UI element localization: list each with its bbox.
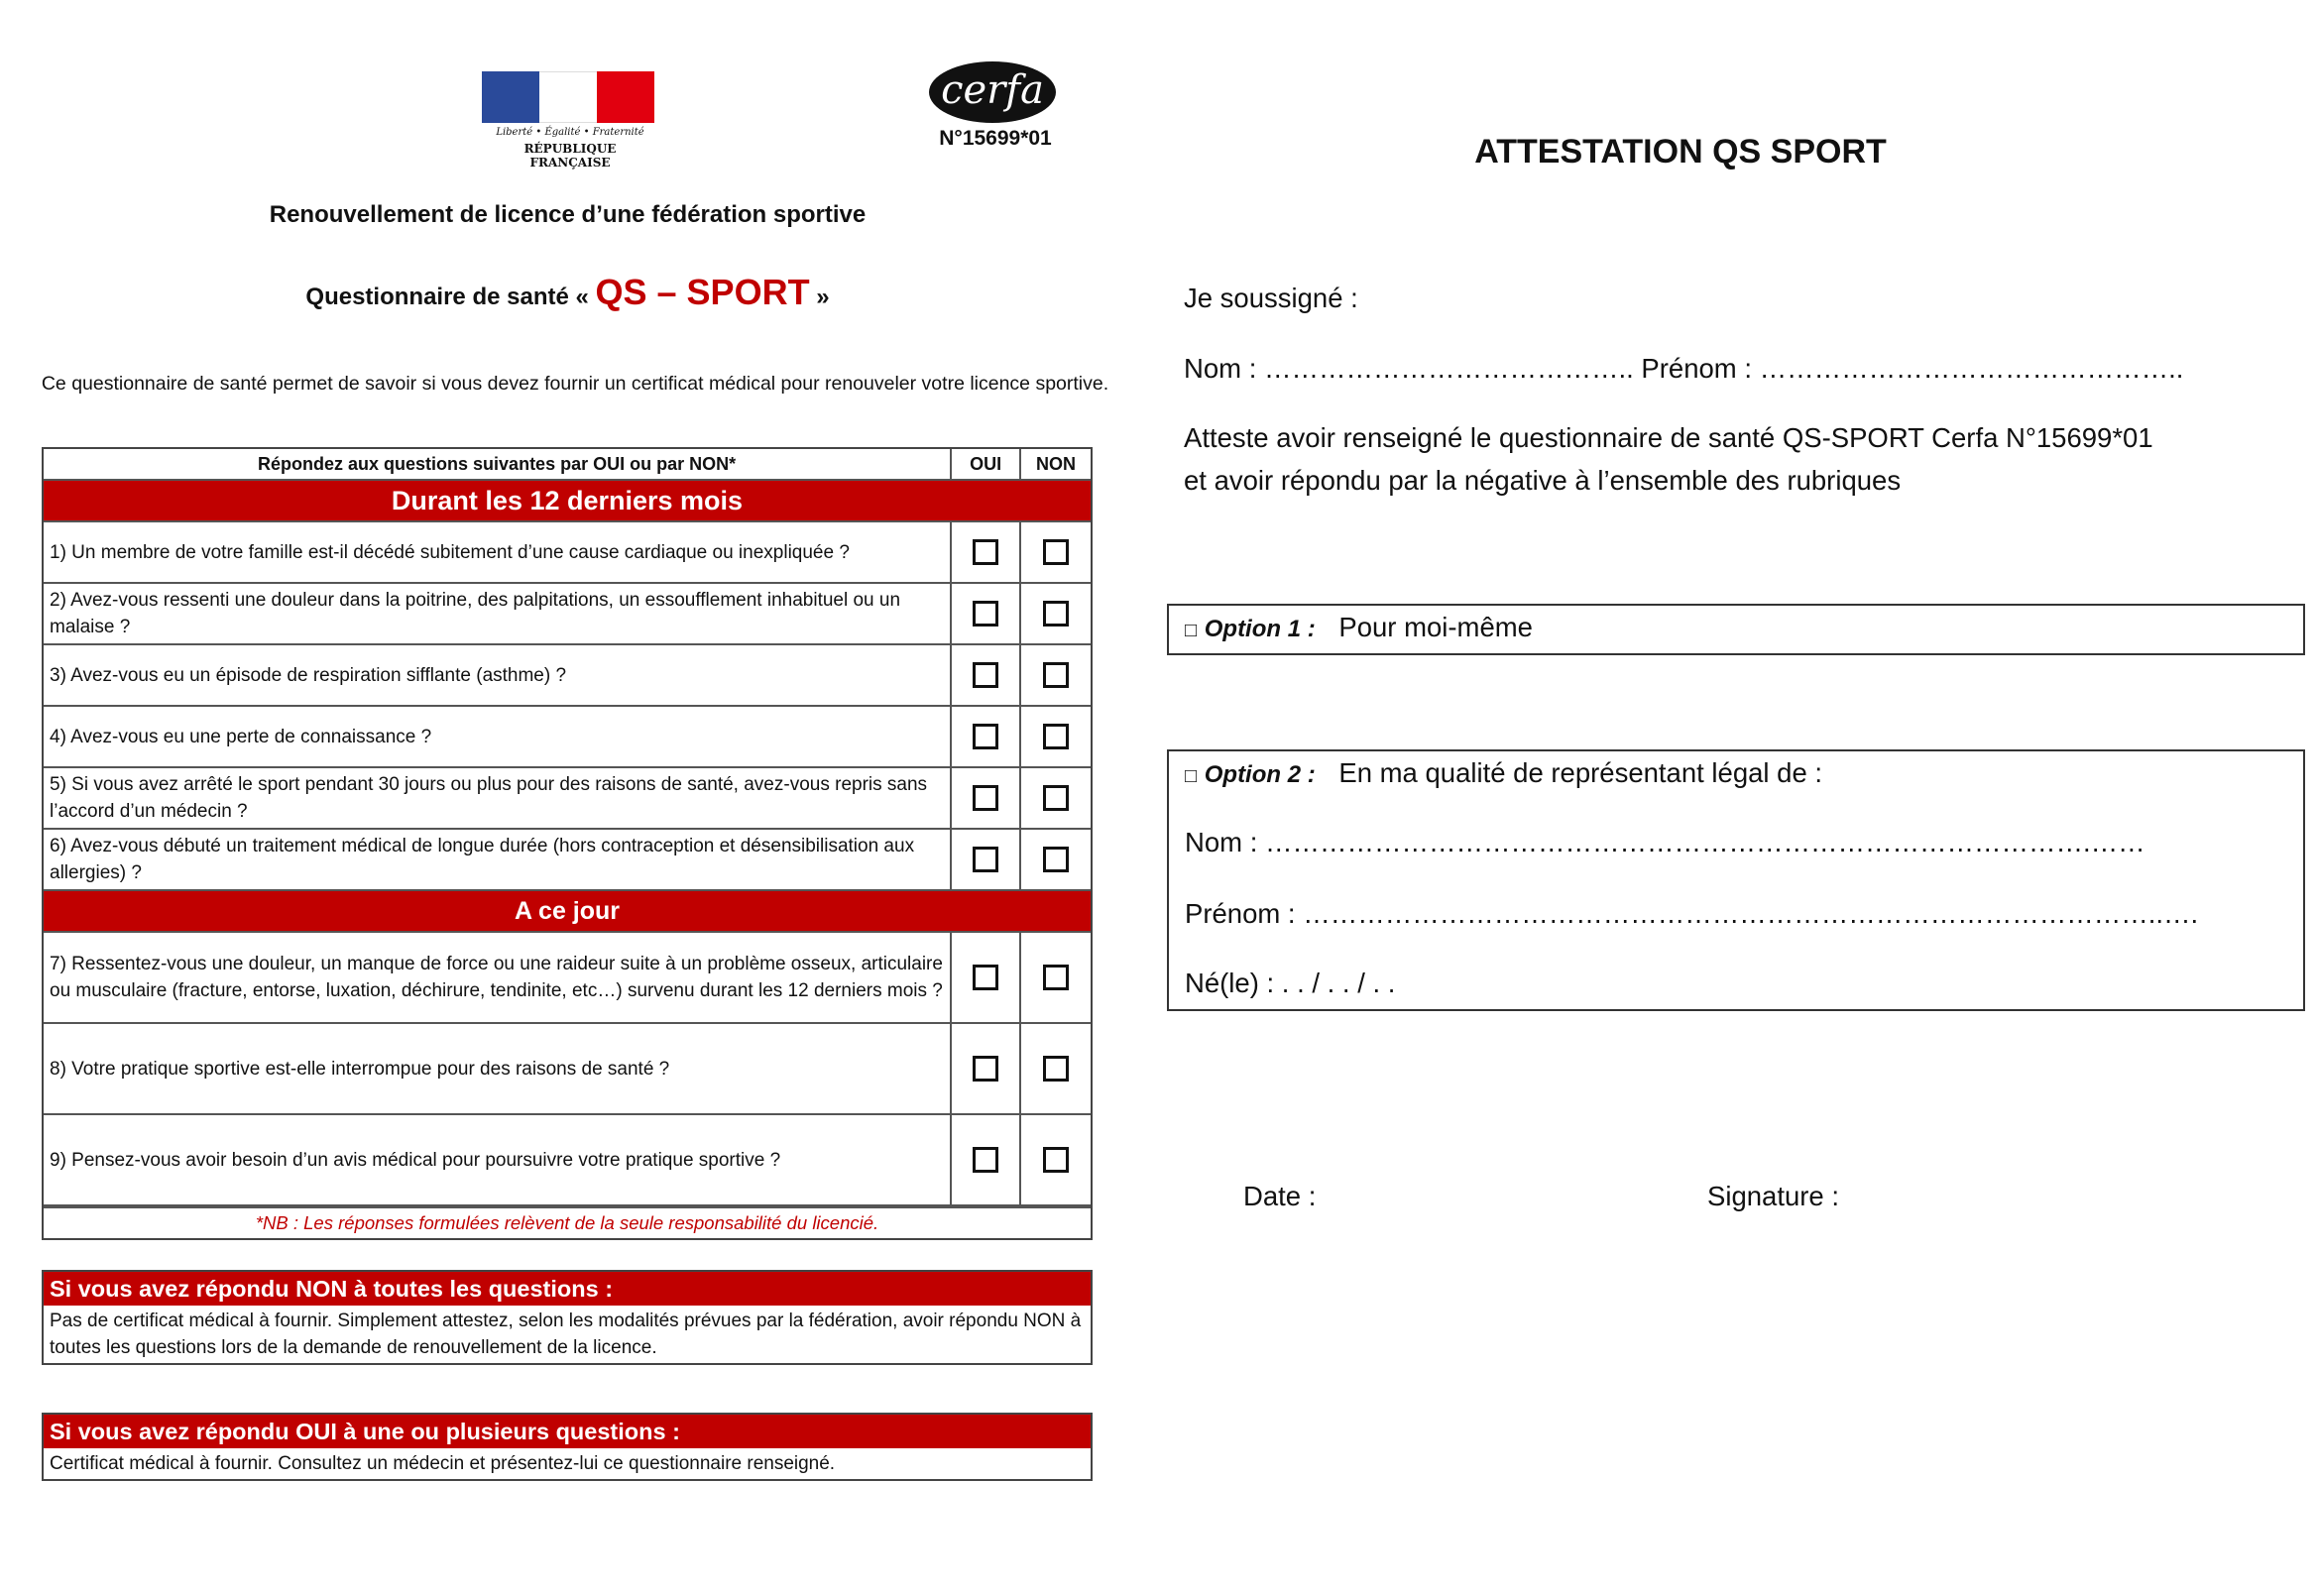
q3-yes-checkbox[interactable]	[973, 662, 998, 688]
option-2-label: Option 2 :	[1204, 761, 1316, 788]
table-row	[44, 768, 1091, 830]
q1-yes-checkbox[interactable]	[973, 539, 998, 565]
option-1-checkbox-icon[interactable]: □	[1185, 620, 1198, 641]
table-row	[44, 522, 1091, 584]
col-no: NON	[1036, 453, 1077, 474]
q1-no-checkbox[interactable]	[1043, 539, 1069, 565]
question-3: 3) Avez-vous eu un épisode de respiration sifflante (asthme) ?	[44, 645, 952, 705]
section-today: A ce jour	[44, 889, 1091, 933]
q4-no-checkbox[interactable]	[1043, 724, 1069, 749]
cerfa-logo-text: cerfa	[929, 61, 1056, 123]
q8-no-checkbox[interactable]	[1043, 1056, 1069, 1082]
renewal-title: Renouvellement de licence d’une fédération sportive	[269, 201, 867, 228]
questionnaire-title	[20, 272, 1115, 313]
info-no-title: Si vous avez répondu NON à toutes les questions :	[44, 1272, 1091, 1306]
q2-no-checkbox[interactable]	[1043, 601, 1069, 627]
q4-yes-checkbox[interactable]	[973, 724, 998, 749]
q3-no-checkbox[interactable]	[1043, 662, 1069, 688]
french-flag-icon	[482, 71, 654, 123]
q6-yes-checkbox[interactable]	[973, 847, 998, 872]
q2-yes-checkbox[interactable]	[973, 601, 998, 627]
name-line[interactable]: Nom : ………………………………….. Prénom : ………………………………………..	[1184, 353, 2184, 384]
info-no-body: Pas de certificat médical à fournir. Simplement attestez, selon les modalités prévues par la fédération, avoir répondu NON à toutes les questions lors de la demande de renouvellement de la licence.	[50, 1311, 1082, 1358]
questionnaire-name: QS – SPORT	[595, 272, 810, 312]
undersigned-label: Je soussigné :	[1184, 283, 1358, 313]
option-2-box	[1167, 749, 2305, 1011]
info-yes-body: Certificat médical à fournir. Consultez un médecin et présentez-lui ce questionnaire renseigné.	[50, 1453, 836, 1474]
question-1: 1) Un membre de votre famille est-il décédé subitement d’une cause cardiaque ou inexpliquée ?	[44, 522, 952, 582]
info-box-no	[42, 1270, 1093, 1365]
table-row	[44, 1115, 1091, 1206]
q9-yes-checkbox[interactable]	[973, 1147, 998, 1173]
q7-yes-checkbox[interactable]	[973, 965, 998, 990]
table-row	[44, 1024, 1091, 1115]
question-2: 2) Avez-vous ressenti une douleur dans la poitrine, des palpitations, un essoufflement inhabituel ou un malaise ?	[44, 584, 952, 643]
option-1-text: Pour moi-même	[1338, 612, 1533, 642]
table-header: Répondez aux questions suivantes par OUI ou par NON*	[44, 449, 952, 479]
option-2-text: En ma qualité de représentant légal de :	[1338, 757, 1823, 788]
q8-yes-checkbox[interactable]	[973, 1056, 998, 1082]
table-row	[44, 584, 1091, 645]
questionnaire-suffix: »	[816, 284, 830, 310]
table-header-row	[44, 449, 1091, 481]
cerfa-number: N°15699*01	[939, 127, 1052, 150]
intro-text: Ce questionnaire de santé permet de savoir si vous devez fournir un certificat médical pour renouveler votre licence sportive.	[41, 373, 1109, 395]
table-row	[44, 707, 1091, 768]
info-yes-title: Si vous avez répondu OUI à une ou plusieurs questions :	[44, 1415, 1091, 1448]
question-9: 9) Pensez-vous avoir besoin d’un avis médical pour poursuivre votre pratique sportive ?	[44, 1115, 952, 1204]
republique-francaise-logo	[482, 71, 658, 171]
q5-yes-checkbox[interactable]	[973, 785, 998, 811]
option-2-nom[interactable]: Nom : ……………………………………………………………………………….……	[1185, 827, 2145, 857]
nb-note: *NB : Les réponses formulées relèvent de la seule responsabilité du licencié.	[44, 1206, 1091, 1238]
attest-line-1: Atteste avoir renseigné le questionnaire de santé QS-SPORT Cerfa N°15699*01	[1184, 422, 2153, 453]
option-1-line[interactable]	[1185, 612, 1533, 643]
question-4: 4) Avez-vous eu une perte de connaissance ?	[44, 707, 952, 766]
table-row	[44, 645, 1091, 707]
option-2-line[interactable]	[1185, 757, 1822, 789]
cerfa-logo	[929, 61, 1062, 127]
question-7: 7) Ressentez-vous une douleur, un manque de force ou une raideur suite à un problème osseux, articulaire ou musculaire (fracture, entorse, luxation, déchirure, tendinite, etc…) survenu durant les 12 derniers mois ?	[44, 933, 952, 1022]
option-1-label: Option 1 :	[1204, 616, 1316, 642]
rf-republic: RÉPUBLIQUE FRANÇAISE	[523, 142, 617, 170]
signature-label: Signature :	[1707, 1181, 1840, 1211]
option-2-birthdate[interactable]: Né(le) : . . / . . / . .	[1185, 968, 1396, 998]
table-row	[44, 830, 1091, 889]
rf-motto: Liberté • Égalité • Fraternité	[496, 127, 644, 138]
table-row	[44, 933, 1091, 1024]
option-1-box	[1167, 604, 2305, 655]
q7-no-checkbox[interactable]	[1043, 965, 1069, 990]
question-8: 8) Votre pratique sportive est-elle interrompue pour des raisons de santé ?	[44, 1024, 952, 1113]
info-box-yes	[42, 1413, 1093, 1481]
col-yes: OUI	[952, 449, 1021, 479]
q6-no-checkbox[interactable]	[1043, 847, 1069, 872]
attest-line-2: et avoir répondu par la négative à l’ensemble des rubriques	[1184, 465, 1902, 496]
option-2-checkbox-icon[interactable]: □	[1185, 765, 1198, 787]
question-5: 5) Si vous avez arrêté le sport pendant 30 jours ou plus pour des raisons de santé, avez-vous repris sans l’accord d’un médecin ?	[44, 768, 952, 828]
questionnaire-table	[42, 447, 1093, 1240]
date-label: Date :	[1243, 1181, 1317, 1211]
option-2-prenom[interactable]: Prénom : …………………………………………………………………………………..….	[1185, 898, 2199, 929]
attestation-title: ATTESTATION QS SPORT	[1474, 133, 1887, 171]
section-12-months: Durant les 12 derniers mois	[44, 481, 1091, 522]
question-6: 6) Avez-vous débuté un traitement médical de longue durée (hors contraception et désensibilisation aux allergies) ?	[44, 830, 952, 889]
questionnaire-prefix: Questionnaire de santé «	[305, 284, 589, 310]
q9-no-checkbox[interactable]	[1043, 1147, 1069, 1173]
q5-no-checkbox[interactable]	[1043, 785, 1069, 811]
